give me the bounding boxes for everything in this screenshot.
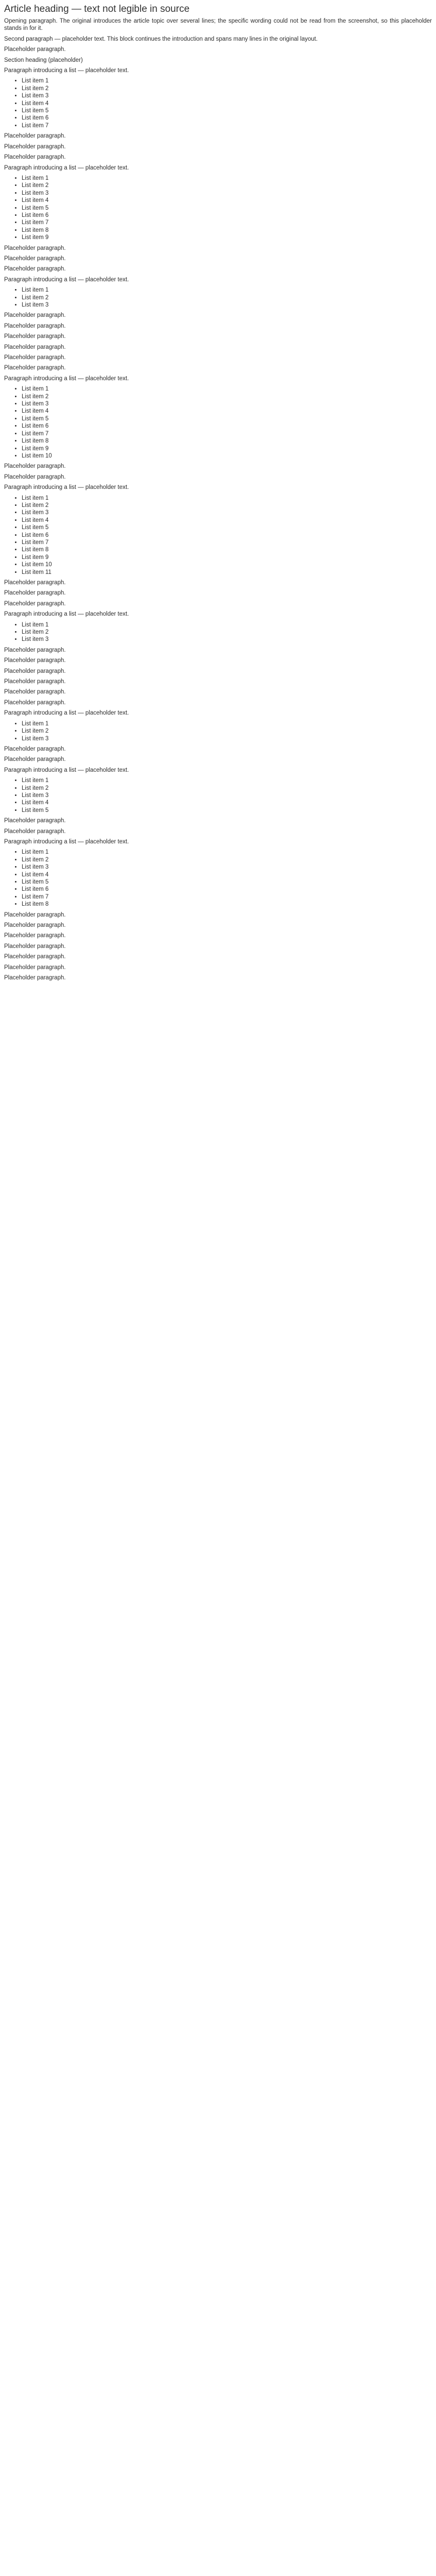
- paragraph: Paragraph introducing a list — placeholder text.: [4, 838, 129, 845]
- list-item: • List item 2: [22, 785, 432, 792]
- paragraph: Paragraph introducing a list — placeholder text.: [4, 375, 129, 382]
- bullet-list: [4, 77, 432, 129]
- list-item: • List item 11: [22, 569, 432, 576]
- list-item: • List item 9: [22, 554, 432, 561]
- paragraph: Placeholder paragraph.: [4, 245, 66, 251]
- list-item: • List item 2: [22, 294, 432, 301]
- paragraph: Paragraph introducing a list — placeholder text.: [4, 484, 129, 491]
- list-item: • List item 2: [22, 85, 432, 92]
- list-item: • List item 9: [22, 234, 432, 241]
- paragraph: Placeholder paragraph.: [4, 745, 66, 752]
- paragraph: Placeholder paragraph.: [4, 154, 66, 161]
- paragraph: Placeholder paragraph.: [4, 46, 66, 53]
- paragraph: Placeholder paragraph.: [4, 828, 66, 835]
- paragraph: Paragraph introducing a list — placeholder text.: [4, 611, 129, 618]
- paragraph: Placeholder paragraph.: [4, 964, 66, 971]
- list-item: • List item 6: [22, 212, 432, 219]
- list-item: • List item 3: [22, 735, 432, 742]
- paragraph: Placeholder paragraph.: [4, 657, 66, 664]
- bullet-list: [4, 175, 432, 242]
- list-item: • List item 1: [22, 286, 432, 294]
- list-item: • List item 8: [22, 437, 432, 445]
- list-item: • List item 1: [22, 849, 432, 856]
- list-item: • List item 1: [22, 495, 432, 502]
- list-item: • List item 7: [22, 430, 432, 437]
- list-item: • List item 3: [22, 190, 432, 197]
- list-item: • List item 1: [22, 720, 432, 727]
- paragraph: Paragraph introducing a list — placeholder text.: [4, 710, 129, 717]
- paragraph: Placeholder paragraph.: [4, 647, 66, 653]
- list-item: • List item 3: [22, 92, 432, 99]
- list-item: • List item 8: [22, 901, 432, 908]
- list-item: • List item 4: [22, 517, 432, 524]
- list-item: • List item 3: [22, 509, 432, 516]
- paragraph: Placeholder paragraph.: [4, 689, 66, 696]
- list-item: • List item 6: [22, 422, 432, 430]
- list-item: • List item 6: [22, 532, 432, 539]
- paragraph: Placeholder paragraph.: [4, 133, 66, 140]
- list-item: • List item 2: [22, 856, 432, 863]
- list-item: • List item 5: [22, 524, 432, 531]
- bullet-list: [4, 849, 432, 908]
- paragraph: Placeholder paragraph.: [4, 922, 66, 929]
- article-body: [4, 18, 432, 981]
- paragraph: Placeholder paragraph.: [4, 943, 66, 950]
- paragraph: Placeholder paragraph.: [4, 933, 66, 939]
- article-page: [0, 0, 436, 990]
- list-item: • List item 5: [22, 107, 432, 114]
- paragraph: Placeholder paragraph.: [4, 473, 66, 480]
- list-item: • List item 2: [22, 727, 432, 735]
- paragraph: Placeholder paragraph.: [4, 333, 66, 340]
- paragraph: Second paragraph — placeholder text. This block continues the introduction and spans many lines in the original layout.: [4, 36, 318, 42]
- list-item: • List item 4: [22, 100, 432, 107]
- paragraph: Placeholder paragraph.: [4, 266, 66, 273]
- bullet-list: [4, 621, 432, 643]
- list-item: • List item 2: [22, 502, 432, 509]
- paragraph: Placeholder paragraph.: [4, 312, 66, 319]
- paragraph: Placeholder paragraph.: [4, 600, 66, 607]
- paragraph: Placeholder paragraph.: [4, 365, 66, 371]
- bullet-list: [4, 720, 432, 742]
- paragraph: Placeholder paragraph.: [4, 354, 66, 361]
- list-item: • List item 1: [22, 777, 432, 784]
- list-item: • List item 4: [22, 799, 432, 806]
- list-item: • List item 3: [22, 792, 432, 799]
- list-item: • List item 5: [22, 205, 432, 212]
- list-item: • List item 7: [22, 122, 432, 129]
- paragraph: Placeholder paragraph.: [4, 143, 66, 150]
- paragraph: Placeholder paragraph.: [4, 463, 66, 470]
- paragraph: Paragraph introducing a list — placeholder text.: [4, 767, 129, 773]
- paragraph: Placeholder paragraph.: [4, 699, 66, 706]
- list-item: • List item 8: [22, 546, 432, 553]
- list-item: • List item 8: [22, 227, 432, 234]
- paragraph: Placeholder paragraph.: [4, 818, 66, 824]
- list-item: • List item 1: [22, 385, 432, 393]
- list-item: • List item 4: [22, 871, 432, 878]
- list-item: • List item 5: [22, 807, 432, 814]
- list-item: • List item 10: [22, 452, 432, 460]
- list-item: • List item 3: [22, 863, 432, 871]
- paragraph: Placeholder paragraph.: [4, 679, 66, 685]
- list-item: • List item 9: [22, 445, 432, 452]
- list-item: • List item 3: [22, 301, 432, 309]
- list-item: • List item 4: [22, 197, 432, 204]
- paragraph: Placeholder paragraph.: [4, 580, 66, 586]
- article-title: Article heading — text not legible in source: [4, 4, 190, 14]
- list-item: • List item 6: [22, 886, 432, 893]
- list-item: • List item 1: [22, 621, 432, 629]
- paragraph: Placeholder paragraph.: [4, 344, 66, 350]
- paragraph: Placeholder paragraph.: [4, 668, 66, 674]
- list-item: • List item 5: [22, 878, 432, 886]
- bullet-list: [4, 777, 432, 814]
- list-item: • List item 2: [22, 629, 432, 636]
- paragraph: Paragraph introducing a list — placeholder text.: [4, 276, 129, 283]
- paragraph: Paragraph introducing a list — placeholder text.: [4, 67, 129, 74]
- bullet-list: [4, 495, 432, 576]
- paragraph: Placeholder paragraph.: [4, 255, 66, 262]
- bullet-list: [4, 286, 432, 309]
- paragraph: Placeholder paragraph.: [4, 756, 66, 763]
- list-item: • List item 6: [22, 114, 432, 122]
- paragraph: Placeholder paragraph.: [4, 975, 66, 981]
- paragraph: Placeholder paragraph.: [4, 590, 66, 597]
- list-item: • List item 2: [22, 182, 432, 189]
- paragraph: Placeholder paragraph.: [4, 954, 66, 960]
- list-item: • List item 2: [22, 393, 432, 400]
- list-item: • List item 1: [22, 77, 432, 84]
- paragraph: Paragraph introducing a list — placeholder text.: [4, 164, 129, 171]
- paragraph: Opening paragraph. The original introduces the article topic over several lines; the specific wording could not be read from the screenshot, so this placeholder stands in for it.: [4, 18, 432, 32]
- list-item: • List item 7: [22, 219, 432, 226]
- list-item: • List item 10: [22, 561, 432, 568]
- list-item: • List item 5: [22, 415, 432, 422]
- bullet-list: [4, 385, 432, 460]
- paragraph: Placeholder paragraph.: [4, 323, 66, 329]
- list-item: • List item 4: [22, 408, 432, 415]
- list-item: • List item 7: [22, 893, 432, 901]
- list-item: • List item 1: [22, 175, 432, 182]
- list-item: • List item 3: [22, 400, 432, 408]
- list-item: • List item 3: [22, 636, 432, 643]
- list-item: • List item 7: [22, 539, 432, 546]
- paragraph: Placeholder paragraph.: [4, 911, 66, 918]
- paragraph: Section heading (placeholder): [4, 57, 83, 63]
